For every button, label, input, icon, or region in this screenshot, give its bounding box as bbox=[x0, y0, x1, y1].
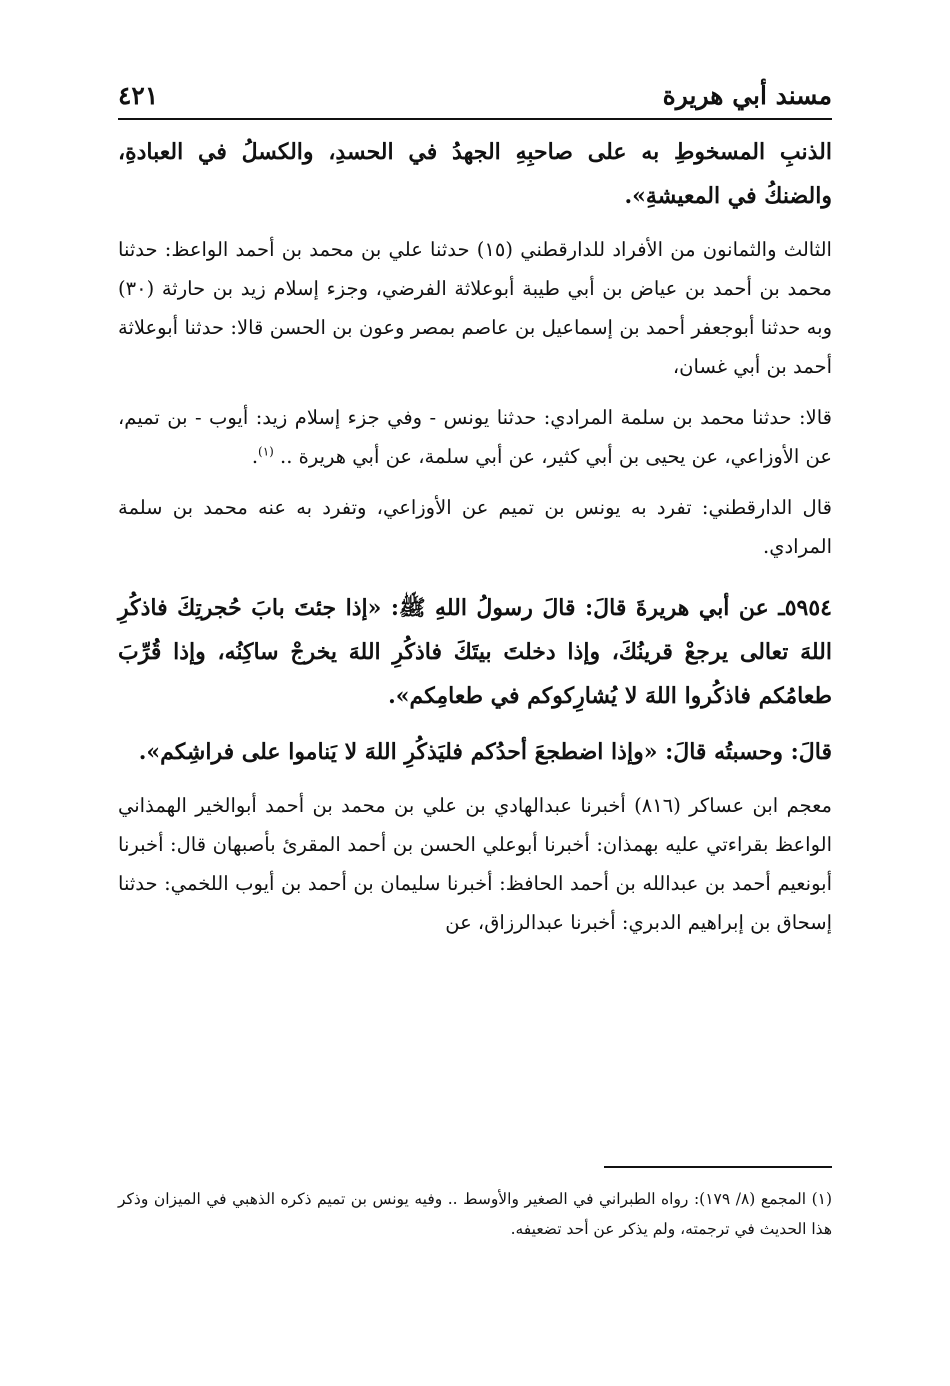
source-paragraph-daraqutni: الثالث والثمانون من الأفراد للدارقطني (١٥) حدثنا علي بن محمد بن أحمد الواعظ: حدثنا محمد بن أحمد بن عياض بن أبي طيبة أبوعلاثة الفرضي، وجزء إسلام زيد بن حارثة (٣٠) وبه حدثنا أبوجعفر أحمد بن إسماعيل بن عاصم بمصر وعون بن الحسن قالا: حدثنا أبوعلاثة أحمد بن أبي غسان، bbox=[118, 238, 832, 378]
footnote-1: (١) المجمع (٨/ ١٧٩): رواه الطبراني في الصغير والأوسط .. وفيه يونس بن تميم ذكره الذهبي في الميزان وذكر هذا الحديث في ترجمته، ولم يذكر عن أحد تضعيفه. bbox=[118, 1190, 833, 1238]
footnote-rule bbox=[604, 1166, 832, 1168]
main-text bbox=[118, 130, 832, 954]
daraqutni-comment: قال الدارقطني: تفرد به يونس بن تميم عن الأوزاعي، وتفرد به عنه محمد بن سلمة المرادي. bbox=[118, 496, 832, 558]
isnad-end: . bbox=[251, 445, 259, 468]
footnote-ref: (١) bbox=[258, 444, 274, 459]
isnad-paragraph bbox=[118, 398, 832, 476]
book-title: مسند أبي هريرة bbox=[662, 81, 832, 110]
running-header bbox=[118, 70, 832, 110]
footnotes bbox=[118, 1184, 832, 1244]
source-paragraph-ibn-asakir: معجم ابن عساكر (٨١٦) أخبرنا عبدالهادي بن علي بن محمد بن أحمد أبوالخير الهمذاني الواعظ بقراءتي عليه بهمذان: أخبرنا أبوعلي الحسن بن أحمد المقرئ بأصبهان قال: أخبرنا أبونعيم أحمد بن عبدالله بن أحمد الحافظ: أخبرنا سليمان بن أحمد بن أيوب اللخمي: حدثنا إسحاق بن إبراهيم الدبري: أخبرنا عبدالرزاق، عن bbox=[118, 794, 832, 934]
header-rule bbox=[118, 118, 832, 120]
page-number: ٤٢١ bbox=[118, 81, 159, 110]
hadith-5954: ٥٩٥٤ـ عن أبي هريرةَ قالَ: قالَ رسولُ اللهِ ﷺ: «إذا جئتَ بابَ حُجرتِكَ فاذكُرِ اللهَ تعالى يرجعْ قرينُكَ، وإذا دخلتَ بيتَكَ فاذكُرِ اللهَ يخرجْ ساكِنُه، وإذا قُرِّبَ طعامُكم فاذكُروا اللهَ لا يُشارِكوكم في طعامِكم». bbox=[118, 595, 832, 709]
hadith-addition: قالَ: وحسبتُه قالَ: «وإذا اضطجعَ أحدُكم فليَذكُرِ اللهَ لا يَناموا على فراشِكم». bbox=[138, 739, 832, 765]
hadith-continuation: الذنبِ المسخوطِ به على صاحبِهِ الجهدُ في الحسدِ، والكسلُ في العبادةِ، والضنكُ في المعيشةِ». bbox=[118, 139, 832, 209]
isnad-text: قالا: حدثنا محمد بن سلمة المرادي: حدثنا يونس - وفي جزء إسلام زيد: أيوب - بن تميم، عن الأوزاعي، عن يحيى بن أبي كثير، عن أبي سلمة، عن أبي هريرة .. bbox=[118, 406, 832, 468]
